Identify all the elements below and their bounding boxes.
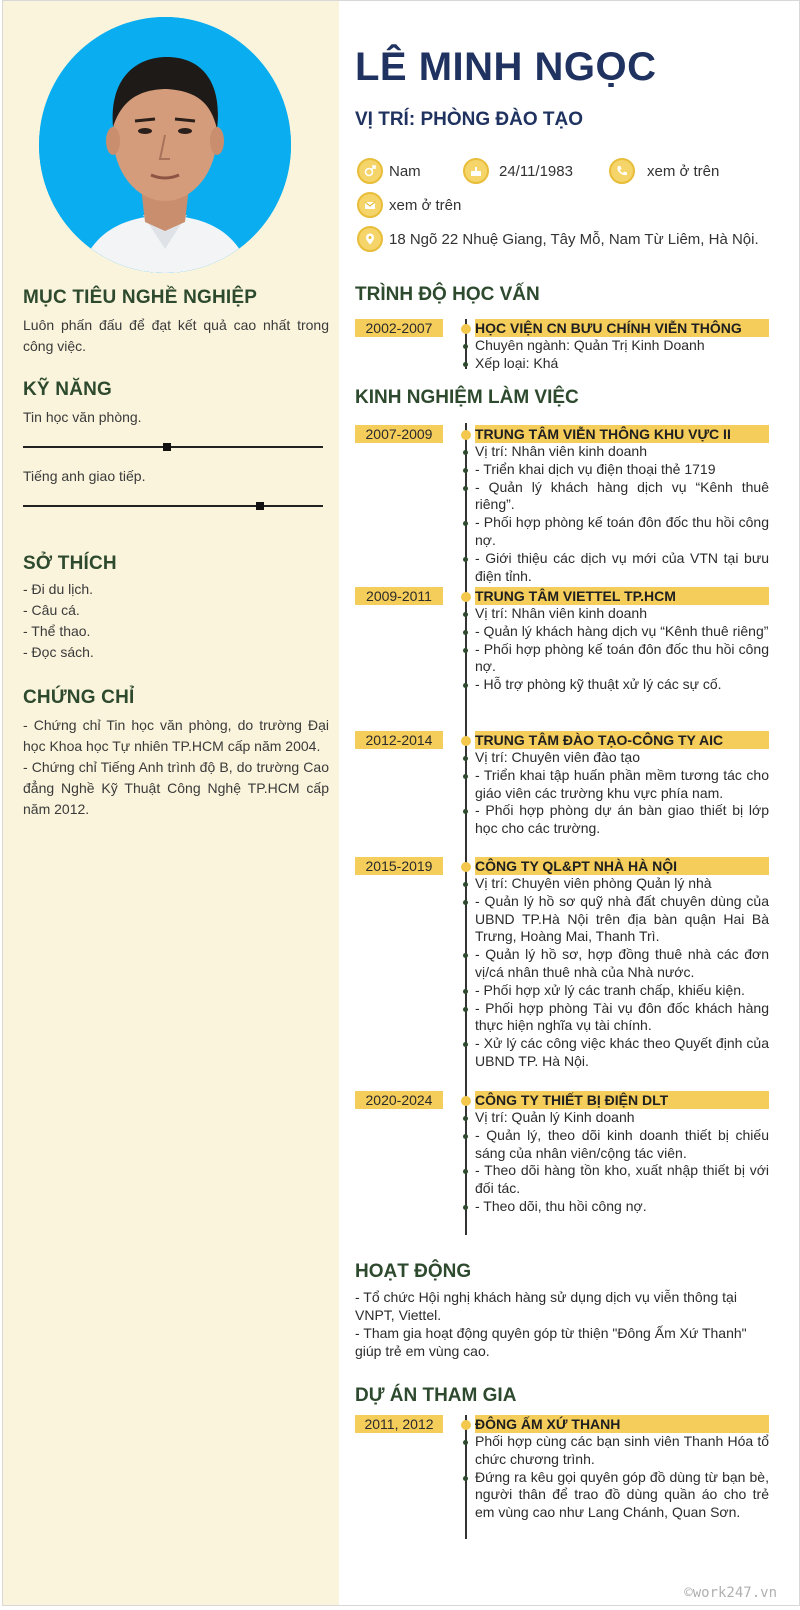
entry-line-text: Vị trí: Chuyên viên phòng Quản lý nhà xyxy=(475,875,712,891)
hobby-item: - Câu cá. xyxy=(23,602,80,618)
bullet-dot xyxy=(463,486,468,491)
entry-line-text: - Quản lý hồ sơ quỹ nhà đất chuyên dùng của UBND TP.Hà Nội trên địa bàn quận Hai Bà Trưng, Hoàng Mai, Thanh Trì. xyxy=(475,892,769,945)
entry-line xyxy=(475,1000,769,1036)
entry-body xyxy=(475,443,769,585)
entry-line xyxy=(475,893,769,946)
entry-organization: ĐÔNG ẤM XỨ THANH xyxy=(475,1415,769,1433)
bullet-dot xyxy=(463,1440,468,1445)
entry-line xyxy=(475,461,769,479)
timeline-dot xyxy=(461,1096,471,1106)
timeline-dot xyxy=(461,592,471,602)
hobby-item: - Thể thao. xyxy=(23,623,91,639)
entry-line-text: - Giới thiệu các dịch vụ mới của VTN tại bưu điện tỉnh. xyxy=(475,549,769,584)
bullet-dot xyxy=(463,468,468,473)
sidebar xyxy=(3,1,339,1606)
watermark: ©work247.vn xyxy=(684,1585,777,1601)
job-position: VỊ TRÍ: PHÒNG ĐÀO TẠO xyxy=(355,109,583,130)
phone-icon xyxy=(609,158,635,184)
address-value: 18 Ngõ 22 Nhuệ Giang, Tây Mỗ, Nam Từ Liêm, Hà Nội. xyxy=(389,230,759,248)
entry-line-text: Đứng ra kêu gọi quyên góp đồ dùng từ bạn bè, người thân để trao đồ dùng quần áo cho trẻ em vùng cao như Lang Chánh, Quan Sơn. xyxy=(475,1468,769,1521)
contact-phone xyxy=(609,158,719,184)
entry-line xyxy=(475,946,769,982)
entry-body xyxy=(475,875,769,1071)
activity-item: - Tổ chức Hội nghị khách hàng sử dụng dịch vụ viễn thông tại VNPT, Viettel. xyxy=(355,1289,737,1323)
skills-title: KỸ NĂNG xyxy=(23,379,113,400)
phone-value: xem ở trên xyxy=(647,162,720,180)
entry-line-text: - Phối hợp phòng dự án bàn giao thiết bị lớp học cho các trường. xyxy=(475,802,769,837)
entry-line xyxy=(475,479,769,515)
entry-line xyxy=(475,1433,769,1469)
email-icon xyxy=(357,192,383,218)
bullet-dot xyxy=(463,989,468,994)
entry-line-text: Phối hợp cùng các bạn sinh viên Thanh Hóa tổ chức chương trình. xyxy=(475,1433,769,1467)
map-pin-icon xyxy=(357,226,383,252)
entry-line-text: Xếp loại: Khá xyxy=(475,354,559,371)
bullet-dot xyxy=(463,1476,468,1481)
bullet-dot xyxy=(463,648,468,653)
entry-line-text: - Theo dõi, thu hồi công nợ. xyxy=(475,1197,647,1214)
entry-body xyxy=(475,337,769,373)
entry-line xyxy=(475,1109,769,1127)
entry-organization: HỌC VIỆN CN BƯU CHÍNH VIỄN THÔNG xyxy=(475,319,769,337)
cake-icon xyxy=(463,158,489,184)
bullet-dot xyxy=(463,756,468,761)
entry-line xyxy=(475,676,769,694)
contact-address xyxy=(357,226,759,252)
skill-bar xyxy=(23,446,323,448)
entry-line xyxy=(475,1469,769,1522)
skill-label: Tiếng anh giao tiếp. xyxy=(23,468,146,484)
entry-line xyxy=(475,875,769,893)
bullet-dot xyxy=(463,630,468,635)
entry-line-text: - Phối hợp phòng Tài vụ đôn đốc khách hàng thực hiện nghĩa vụ tài chính. xyxy=(475,999,769,1034)
timeline-dot xyxy=(461,736,471,746)
bullet-dot xyxy=(463,809,468,814)
entry-line xyxy=(475,749,769,767)
entry-date: 2007-2009 xyxy=(355,425,443,443)
entry-line xyxy=(475,767,769,803)
entry-line-text: - Triển khai tập huấn phần mềm tương tác cho giáo viên các trường khu vực phía nam. xyxy=(475,766,769,801)
contact-gender xyxy=(357,158,421,184)
experience-title: KINH NGHIỆM LÀM VIỆC xyxy=(355,387,579,408)
bullet-dot xyxy=(463,683,468,688)
entry-line-text: - Hỗ trợ phòng kỹ thuật xử lý các sự cố. xyxy=(475,676,722,693)
entry-line-text: - Phối hợp phòng kế toán đôn đốc thu hồi công nợ. xyxy=(475,514,769,548)
birthday-value: 24/11/1983 xyxy=(499,162,573,180)
bullet-dot xyxy=(463,774,468,779)
entry-line-text: - Xử lý các công việc khác theo Quyết định của UBND TP. Hà Nội. xyxy=(475,1035,769,1069)
entry-line xyxy=(475,550,769,586)
entry-line-text: - Triển khai dịch vụ điện thoại thẻ 1719 xyxy=(475,460,716,477)
skill-level-marker xyxy=(163,443,171,451)
gender-icon xyxy=(357,158,383,184)
entry-line-text: - Theo dõi hàng tồn kho, xuất nhập thiết bị với đối tác. xyxy=(475,1162,769,1197)
entry-body xyxy=(475,605,769,694)
entry-line-text: - Quản lý hồ sơ, hợp đồng thuê nhà các đơn vị/cá nhân thuê nhà của Nhà nước. xyxy=(475,946,769,980)
bullet-dot xyxy=(463,521,468,526)
bullet-dot xyxy=(463,1007,468,1012)
profile-photo xyxy=(39,17,291,273)
objective-section xyxy=(23,287,329,357)
bullet-dot xyxy=(463,612,468,617)
entry-line-text: - Phối hợp xử lý các tranh chấp, khiếu kiện. xyxy=(475,981,745,998)
main-content xyxy=(339,1,800,1606)
entry-line-text: - Phối hợp phòng kế toán đôn đốc thu hồi công nợ. xyxy=(475,640,769,675)
skill-bar xyxy=(23,505,323,507)
entry-organization: TRUNG TÂM ĐÀO TẠO-CÔNG TY AIC xyxy=(475,731,769,749)
entry-body xyxy=(475,749,769,838)
entry-line-text: Vị trí: Quản lý Kinh doanh xyxy=(475,1109,635,1125)
entry-line xyxy=(475,337,769,355)
email-value: xem ở trên xyxy=(389,196,462,214)
entry-line xyxy=(475,443,769,461)
activity-item: - Tham gia hoạt động quyên góp từ thiện "Đông Ấm Xứ Thanh" giúp trẻ em vùng cao. xyxy=(355,1325,747,1359)
person-name: LÊ MINH NGỌC xyxy=(355,45,657,89)
bullet-dot xyxy=(463,1116,468,1121)
bullet-dot xyxy=(463,1134,468,1139)
entry-line xyxy=(475,514,769,550)
bullet-dot xyxy=(463,344,468,349)
entry-line-text: Vị trí: Nhân viên kinh doanh xyxy=(475,443,647,459)
bullet-dot xyxy=(463,557,468,562)
entry-line-text: Chuyên ngành: Quản Trị Kinh Doanh xyxy=(475,337,705,353)
entry-date: 2012-2014 xyxy=(355,731,443,749)
skills-section xyxy=(23,379,329,507)
bullet-dot xyxy=(463,450,468,455)
gender-value: Nam xyxy=(389,162,421,180)
certificates-title: CHỨNG CHỈ xyxy=(23,687,135,708)
timeline-dot xyxy=(461,1420,471,1430)
entry-organization: CÔNG TY THIẾT BỊ ĐIỆN DLT xyxy=(475,1091,769,1109)
entry-line xyxy=(475,623,769,641)
entry-organization: TRUNG TÂM VIETTEL TP.HCM xyxy=(475,587,769,605)
bullet-dot xyxy=(463,362,468,367)
entry-line-text: - Quản lý, theo dõi kinh doanh thiết bị chiếu sáng của nhân viên/cộng tác viên. xyxy=(475,1126,769,1161)
entry-line xyxy=(475,982,769,1000)
hobbies-section xyxy=(23,553,329,663)
timeline-dot xyxy=(461,324,471,334)
bullet-dot xyxy=(463,1042,468,1047)
objective-title: MỤC TIÊU NGHỀ NGHIỆP xyxy=(23,287,258,308)
entry-line xyxy=(475,1127,769,1163)
certificate-item: - Chứng chỉ Tiếng Anh trình độ B, do trường Cao đẳng Nghề Kỹ Thuật Công Nghệ TP.HCM cấp năm 2012. xyxy=(23,759,329,817)
entry-organization: CÔNG TY QL&PT NHÀ HÀ NỘI xyxy=(475,857,769,875)
skill-level-marker xyxy=(256,502,264,510)
entry-organization: TRUNG TÂM VIỄN THÔNG KHU VỰC II xyxy=(475,425,769,443)
entry-line-text: - Quản lý khách hàng dịch vụ “Kênh thuê riêng” xyxy=(475,622,769,639)
entry-line xyxy=(475,802,769,838)
cv-page xyxy=(2,0,800,1606)
entry-line xyxy=(475,1035,769,1071)
entry-line xyxy=(475,1162,769,1198)
certificate-item: - Chứng chỉ Tin học văn phòng, do trường Đại học Khoa học Tự nhiên TP.HCM cấp năm 2004. xyxy=(23,717,329,754)
projects-title: DỰ ÁN THAM GIA xyxy=(355,1385,517,1406)
bullet-dot xyxy=(463,882,468,887)
objective-text: Luôn phấn đấu để đạt kết quả cao nhất trong công việc. xyxy=(23,317,329,354)
bullet-dot xyxy=(463,1169,468,1174)
timeline-dot xyxy=(461,430,471,440)
hobbies-title: SỞ THÍCH xyxy=(23,553,117,574)
contact-email xyxy=(357,192,461,218)
hobby-item: - Đi du lịch. xyxy=(23,581,94,597)
entry-line-text: Vị trí: Nhân viên kinh doanh xyxy=(475,605,647,621)
entry-date: 2020-2024 xyxy=(355,1091,443,1109)
entry-date: 2011, 2012 xyxy=(355,1415,443,1433)
entry-date: 2002-2007 xyxy=(355,319,443,337)
education-title: TRÌNH ĐỘ HỌC VẤN xyxy=(355,284,540,305)
entry-line xyxy=(475,355,769,373)
hobby-item: - Đọc sách. xyxy=(23,644,94,660)
experience-timeline-line xyxy=(465,423,467,1235)
entry-date: 2009-2011 xyxy=(355,587,443,605)
entry-body xyxy=(475,1109,769,1216)
entry-body xyxy=(475,1433,769,1522)
timeline-dot xyxy=(461,862,471,872)
entry-line-text: - Quản lý khách hàng dịch vụ “Kênh thuê riêng”. xyxy=(475,478,769,513)
entry-line xyxy=(475,641,769,677)
entry-line xyxy=(475,1198,769,1216)
portrait-image xyxy=(39,17,291,273)
activities-title: HOẠT ĐỘNG xyxy=(355,1261,472,1282)
entry-date: 2015-2019 xyxy=(355,857,443,875)
bullet-dot xyxy=(463,900,468,905)
entry-line xyxy=(475,605,769,623)
entry-line-text: Vị trí: Chuyên viên đào tạo xyxy=(475,749,640,765)
skill-label: Tin học văn phòng. xyxy=(23,409,142,425)
bullet-dot xyxy=(463,1205,468,1210)
certificates-section xyxy=(23,687,329,820)
contact-birthday xyxy=(463,158,573,184)
bullet-dot xyxy=(463,953,468,958)
